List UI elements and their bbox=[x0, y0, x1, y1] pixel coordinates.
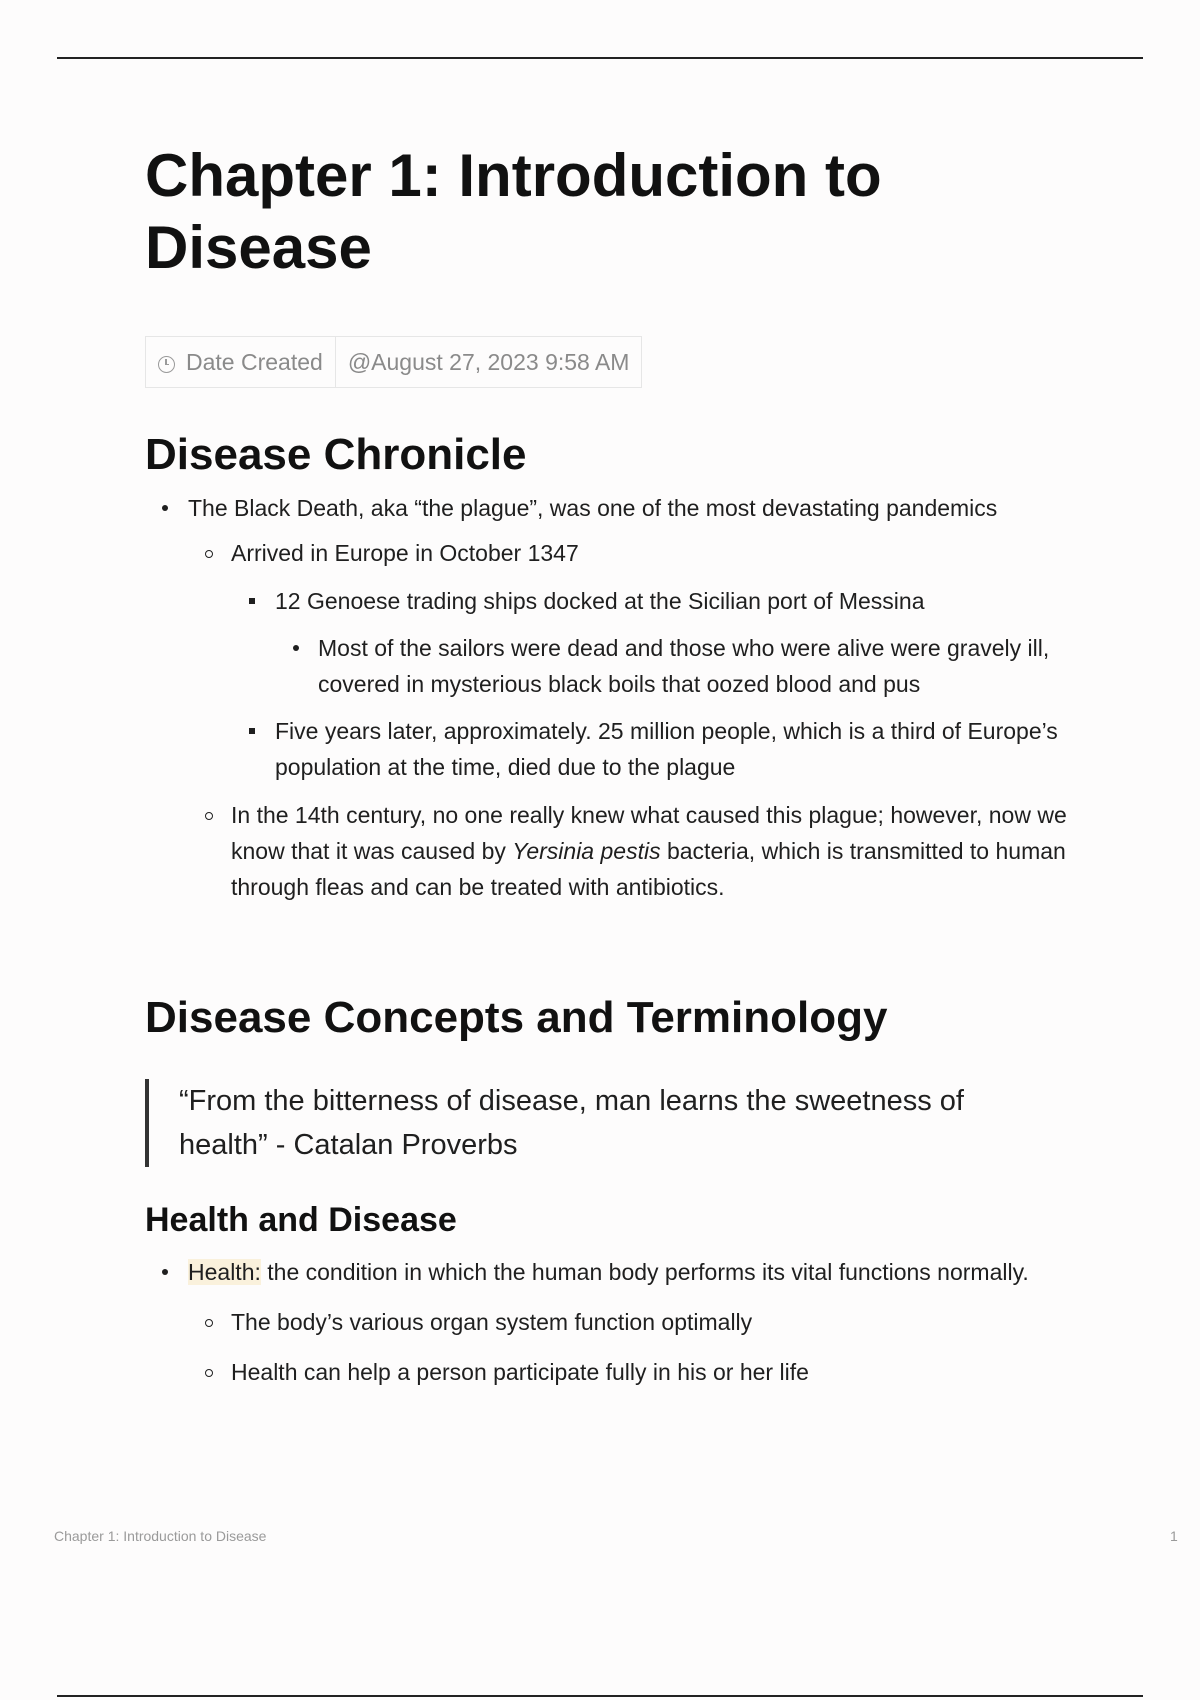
list-item: Most of the sailors were dead and those who were alive were gravely ill, covered in mysterious black boils that oozed blood and pus bbox=[145, 630, 1105, 702]
list-item-text: the condition in which the human body performs its vital functions normally. bbox=[260, 1259, 1029, 1285]
list-item bbox=[145, 1254, 1105, 1290]
bottom-divider bbox=[57, 1695, 1143, 1697]
property-label: Date Created bbox=[186, 348, 323, 375]
section-heading-disease-concepts: Disease Concepts and Terminology bbox=[145, 993, 888, 1042]
list-item: Arrived in Europe in October 1347 bbox=[145, 535, 1105, 571]
highlighted-term: Health: bbox=[188, 1259, 261, 1285]
list-item: 12 Genoese trading ships docked at the Sicilian port of Messina bbox=[145, 583, 1105, 619]
top-divider bbox=[57, 57, 1143, 59]
subheading-health-and-disease: Health and Disease bbox=[145, 1201, 457, 1239]
list-item bbox=[145, 797, 1105, 905]
section-heading-disease-chronicle: Disease Chronicle bbox=[145, 430, 527, 479]
chronicle-list bbox=[145, 490, 1105, 905]
property-row bbox=[145, 336, 642, 388]
list-item: Five years later, approximately. 25 million people, which is a third of Europe’s population at the time, died due to the plague bbox=[145, 713, 1105, 785]
list-item: Health can help a person participate fully in his or her life bbox=[145, 1354, 1105, 1390]
property-label-cell bbox=[146, 337, 335, 387]
health-list bbox=[145, 1254, 1105, 1390]
species-name: Yersinia pestis bbox=[512, 838, 661, 864]
document-body bbox=[145, 140, 1105, 1390]
footer-document-title: Chapter 1: Introduction to Disease bbox=[54, 1528, 267, 1544]
list-item-text: bacteria, which is transmitted to human through fleas and can be treated with antibiotics. bbox=[231, 838, 1066, 900]
clock-icon bbox=[158, 356, 175, 373]
list-item: The body’s various organ system function optimally bbox=[145, 1304, 1105, 1340]
page-title: Chapter 1: Introduction to Disease bbox=[145, 142, 882, 281]
property-value[interactable]: @August 27, 2023 9:58 AM bbox=[347, 348, 630, 375]
property-value-cell[interactable] bbox=[335, 337, 642, 387]
footer-page-number: 1 bbox=[1170, 1528, 1178, 1544]
proverb-quote: “From the bitterness of disease, man learns the sweetness of health” - Catalan Proverbs bbox=[145, 1079, 1039, 1167]
list-item-text: In the 14th century, no one really knew what caused this plague; however, now we know that it was caused by bbox=[231, 802, 1067, 864]
list-item: The Black Death, aka “the plague”, was one of the most devastating pandemics bbox=[145, 490, 1105, 526]
